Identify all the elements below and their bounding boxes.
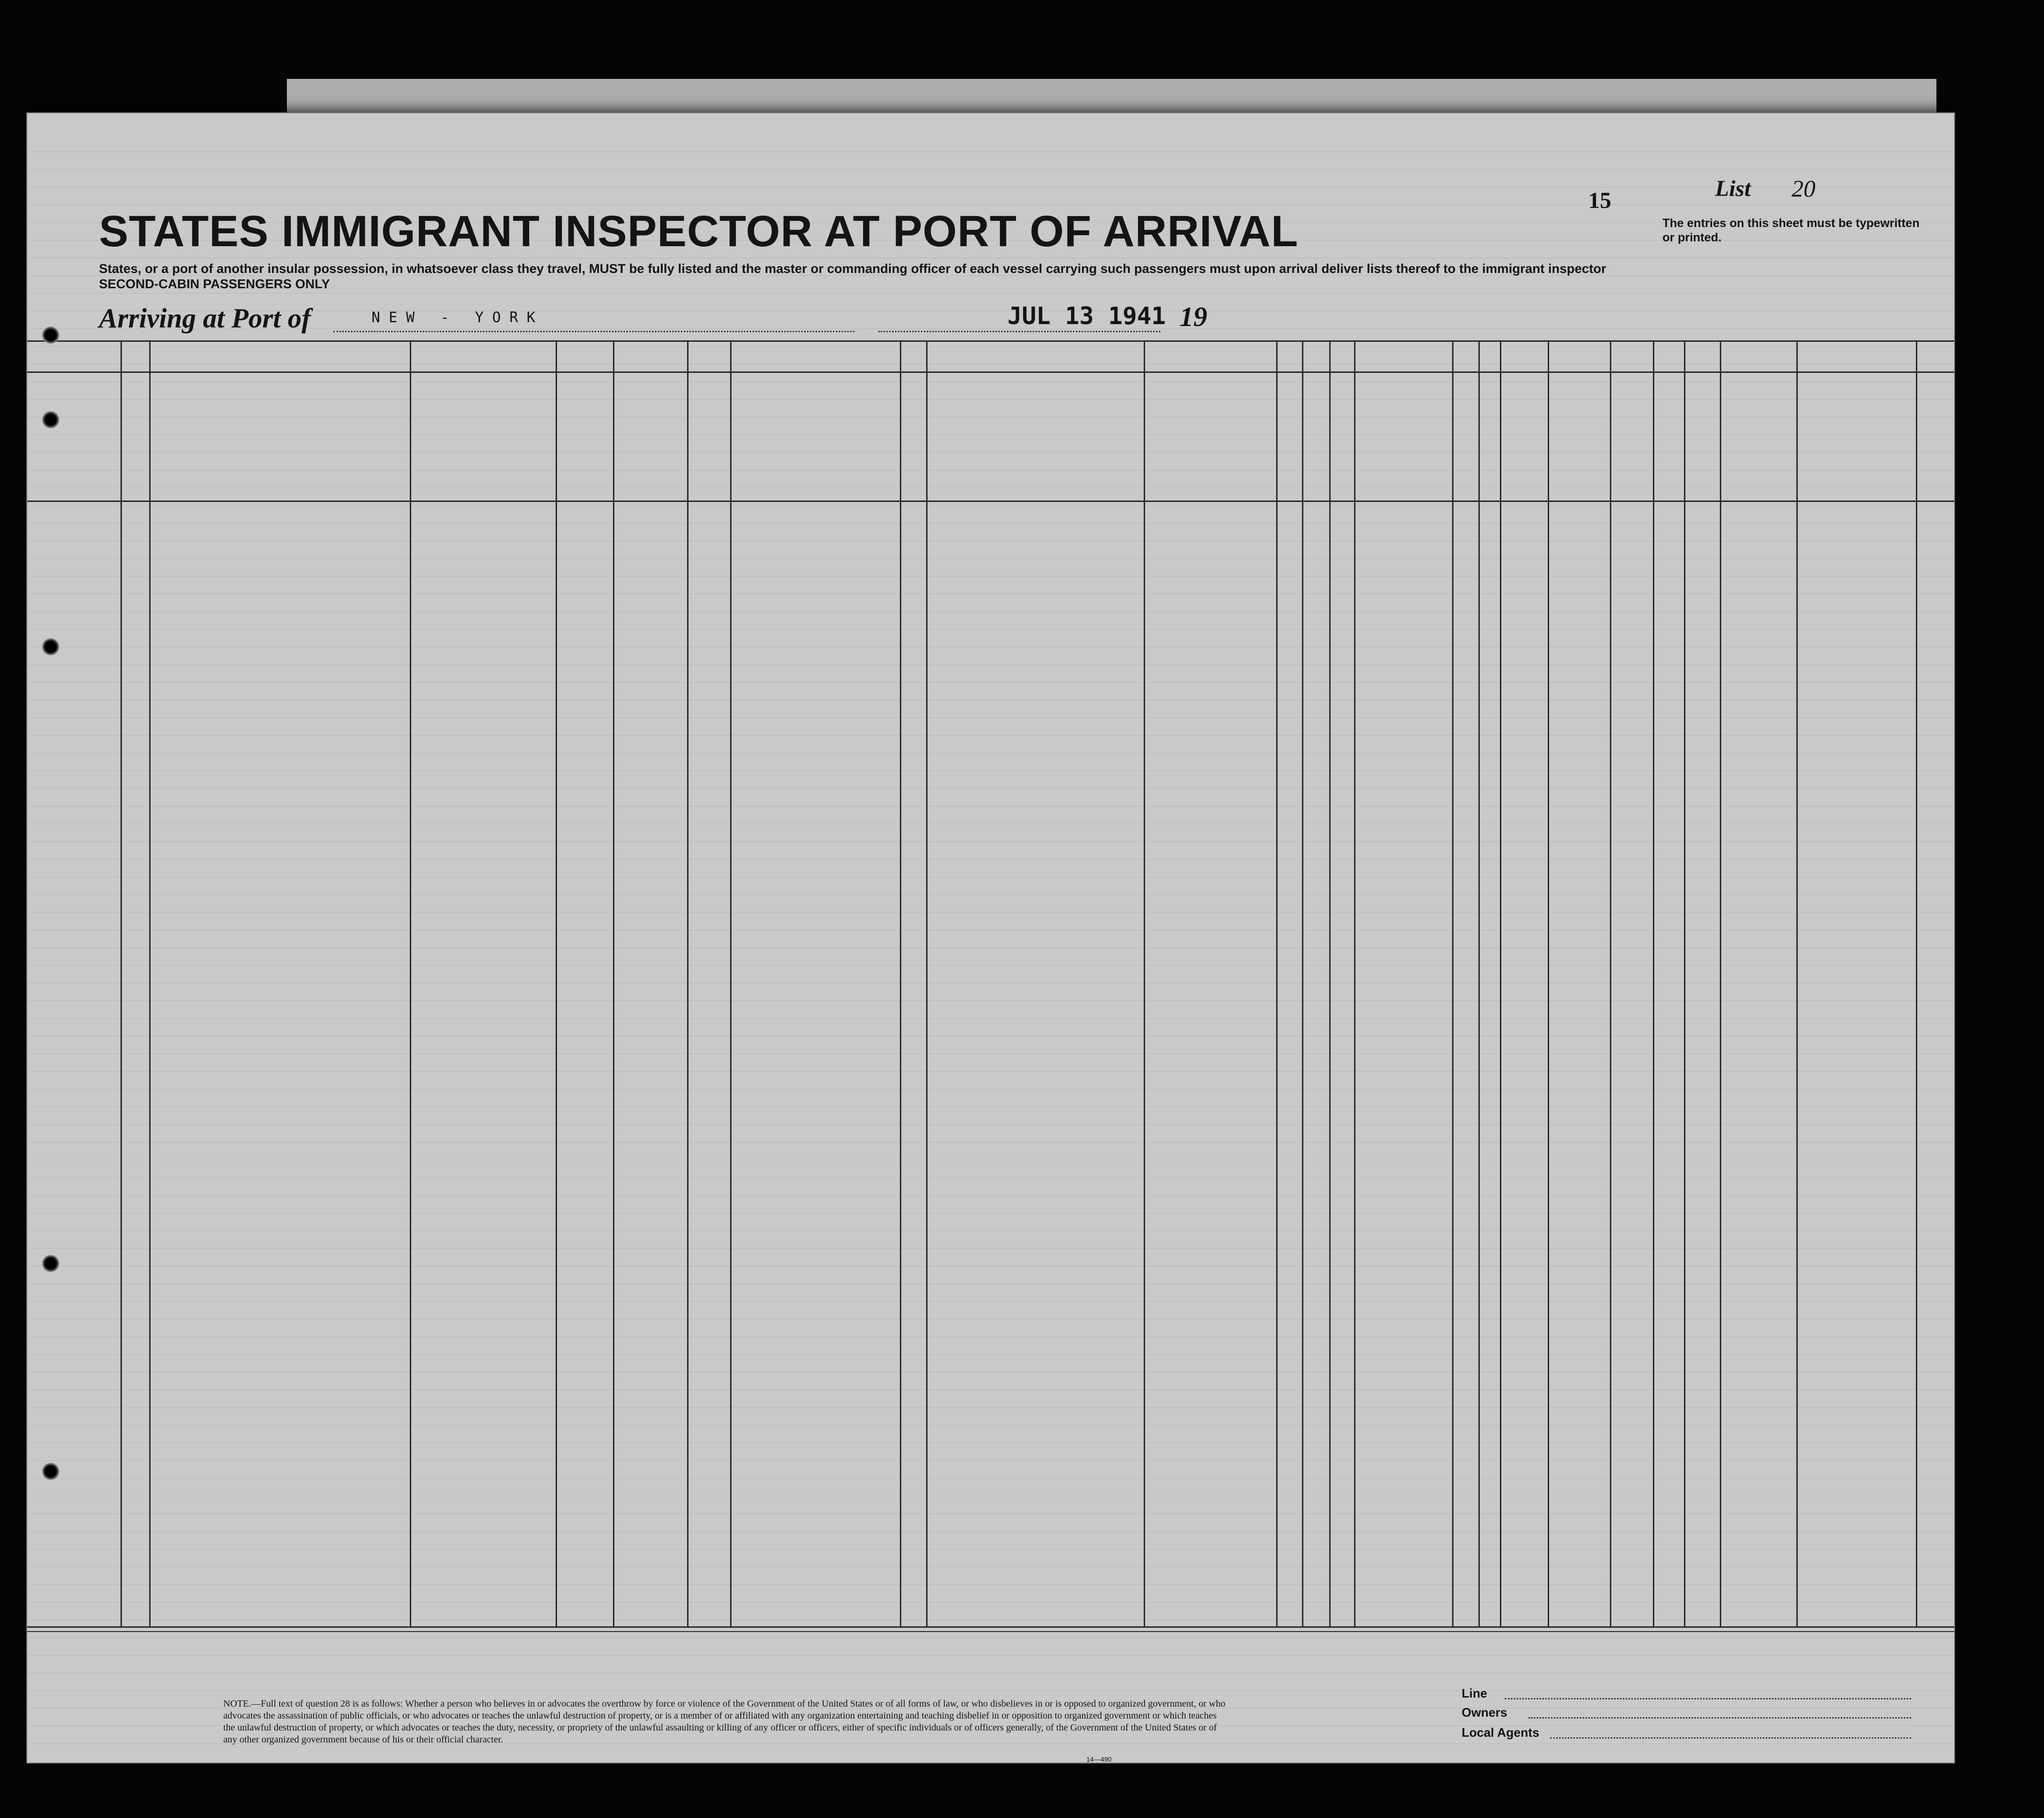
ruled-line — [27, 399, 1954, 400]
column-rule — [1548, 340, 1549, 1626]
ruled-line — [27, 1124, 1954, 1125]
ruled-line — [27, 1248, 1954, 1249]
ruled-line — [27, 505, 1954, 506]
ruled-line — [27, 912, 1954, 913]
column-rule — [120, 340, 122, 1626]
column-rule — [730, 340, 732, 1626]
column-rule — [900, 340, 901, 1626]
ruled-line — [27, 611, 1954, 612]
ruled-line — [27, 1354, 1954, 1355]
row-rule — [27, 340, 1954, 342]
ruled-line — [27, 841, 1954, 842]
ruled-line — [27, 346, 1954, 347]
list-label: List — [1715, 176, 1751, 201]
ruled-line — [27, 965, 1954, 966]
manifest-sheet — [26, 112, 1955, 1764]
question-28-note: NOTE.—Full text of question 28 is as follows: Whether a person who believes in or advocates the overthrow by force or violence of the Government of the United States or of all forms of law, or who disbelieves in or is opposed to organized government, or who advocates the assassination of public officials, or who advocates or teaches the unlawful destruction of property, or is a member of or affiliated with any organization entertaining and teaching disbelief in or opposition to organized government or which teaches the unlawful destruction of property, or which advocates or teaches the duty, necessity, or propriety of the unlawful assaulting or killing of any officer or officers, either of specific individuals or of officers generally, of the Government of the United States or of any other organized government because of his or their official character. — [223, 1698, 1225, 1745]
ruled-line — [27, 1690, 1954, 1691]
form-number: 14—490 — [1086, 1755, 1112, 1763]
line-label: Line — [1462, 1686, 1487, 1700]
ruled-line — [27, 788, 1954, 789]
column-rule — [1276, 340, 1278, 1626]
cabin-class-label: SECOND-CABIN PASSENGERS ONLY — [99, 277, 330, 291]
column-rule — [1302, 340, 1303, 1626]
local-agents-label: Local Agents — [1462, 1725, 1540, 1740]
ruled-line — [27, 1301, 1954, 1302]
row-rule — [27, 1626, 1954, 1628]
binder-hole — [42, 327, 59, 344]
date-line — [878, 331, 1160, 332]
ruled-line — [27, 1407, 1954, 1408]
row-rule — [27, 371, 1954, 373]
column-rule — [410, 340, 411, 1626]
entries-instruction: The entries on this sheet must be typewritten or printed. — [1662, 217, 1920, 244]
ruled-line — [27, 293, 1954, 294]
binder-hole — [42, 411, 59, 428]
ruled-line — [27, 1513, 1954, 1514]
column-rule — [687, 340, 689, 1626]
binder-hole — [42, 1255, 59, 1272]
year-prefix: 19 — [1180, 301, 1207, 332]
ruled-line — [27, 894, 1954, 895]
owners-field — [1529, 1717, 1911, 1719]
ruled-line — [27, 629, 1954, 630]
port-line — [333, 331, 854, 332]
ruled-line — [27, 328, 1954, 329]
ruled-line — [27, 682, 1954, 683]
ruled-line — [27, 1478, 1954, 1479]
column-rule — [1653, 340, 1654, 1626]
column-rule — [1796, 340, 1798, 1626]
sheet-number: 15 — [1588, 188, 1611, 213]
ruled-line — [27, 1142, 1954, 1143]
ruled-line — [27, 1531, 1954, 1532]
column-rule — [1500, 340, 1501, 1626]
binder-hole — [42, 638, 59, 655]
column-rule — [1916, 340, 1917, 1626]
ruled-line — [27, 381, 1954, 382]
form-title: STATES IMMIGRANT INSPECTOR AT PORT OF ARRIVAL — [99, 207, 1299, 256]
column-rule — [1329, 340, 1331, 1626]
row-rule — [27, 501, 1954, 502]
ruled-line — [27, 1460, 1954, 1461]
ruled-line — [27, 558, 1954, 559]
ruled-line — [27, 735, 1954, 736]
local-agents-field — [1550, 1737, 1911, 1739]
column-rule — [1610, 340, 1611, 1626]
column-rule — [1684, 340, 1685, 1626]
ruled-line — [27, 1425, 1954, 1426]
row-rule — [27, 1631, 1954, 1632]
ruled-line — [27, 859, 1954, 860]
ruled-line — [27, 664, 1954, 665]
binder-hole — [42, 1463, 59, 1480]
column-rule — [556, 340, 557, 1626]
arrival-date-stamp: JUL 13 1941 — [1007, 302, 1166, 330]
column-rule — [1354, 340, 1355, 1626]
ruled-line — [27, 1071, 1954, 1072]
ruled-line — [27, 1018, 1954, 1019]
column-rule — [1452, 340, 1454, 1626]
owners-label: Owners — [1462, 1705, 1508, 1720]
column-rule — [1144, 340, 1145, 1626]
ruled-line — [27, 576, 1954, 577]
ruled-line — [27, 1230, 1954, 1231]
arrival-port: NEW - YORK — [372, 309, 544, 326]
line-field — [1505, 1698, 1911, 1699]
ruled-line — [27, 947, 1954, 948]
arriving-label: Arriving at Port of — [99, 303, 311, 334]
ruled-line — [27, 1177, 1954, 1178]
column-rule — [1478, 340, 1480, 1626]
ruled-line — [27, 1584, 1954, 1585]
column-rule — [926, 340, 928, 1626]
column-rule — [149, 340, 151, 1626]
column-rule — [1720, 340, 1721, 1626]
column-rule — [613, 340, 614, 1626]
ruled-line — [27, 1195, 1954, 1196]
ruled-line — [27, 169, 1954, 170]
ruled-line — [27, 1637, 1954, 1638]
form-subtitle: States, or a port of another insular possession, in whatsoever class they travel, MUST be fully listed and the master or commanding officer of each vessel carrying such passengers must upon arrival deliver lists thereof to the immigrant inspector — [99, 261, 1607, 276]
list-number: 20 — [1792, 175, 1815, 202]
ruled-line — [27, 452, 1954, 453]
